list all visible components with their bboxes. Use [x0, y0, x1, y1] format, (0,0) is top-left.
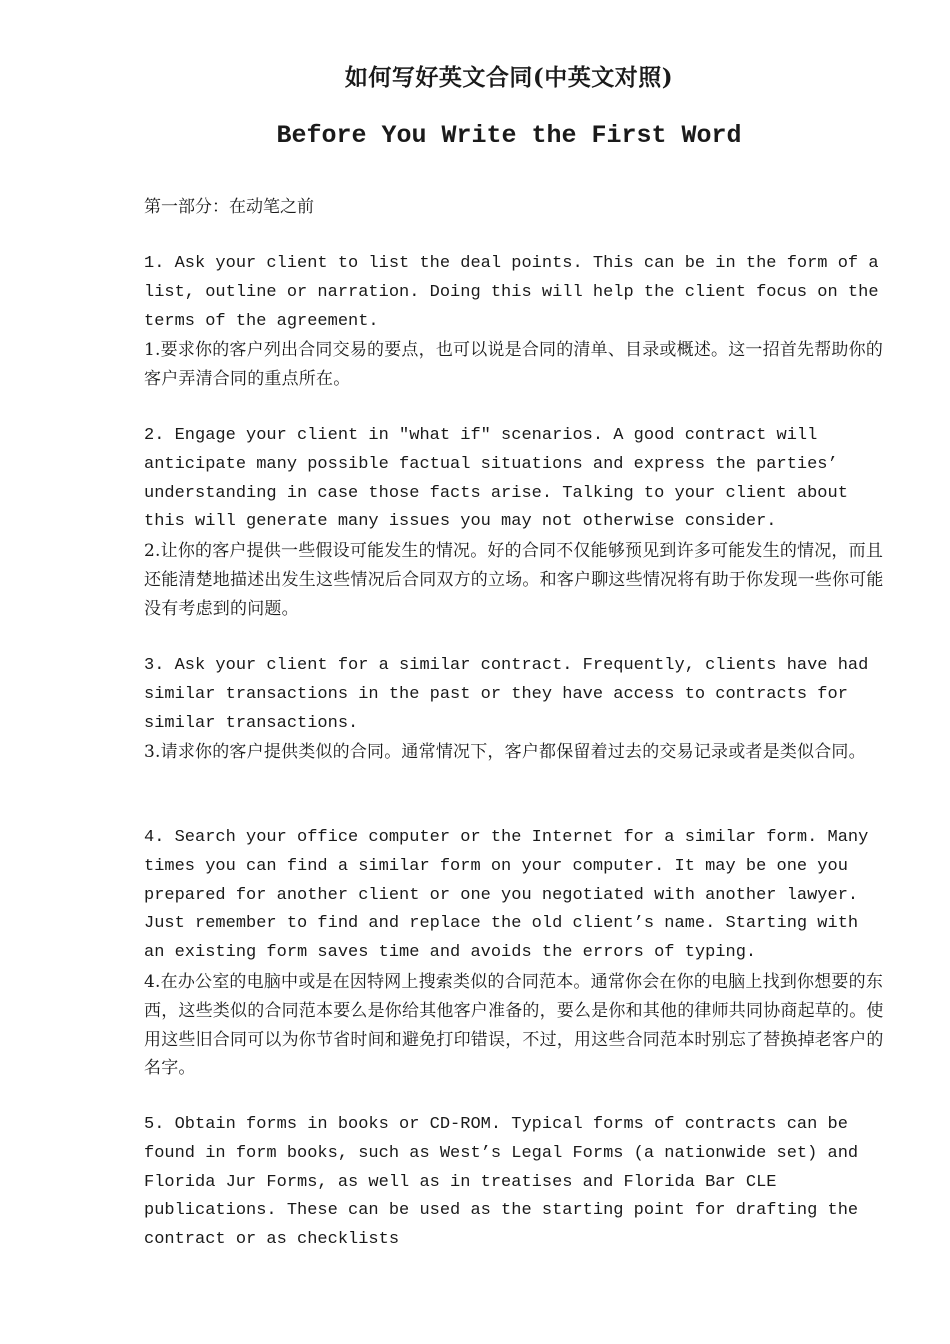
title-chinese: 如何写好英文合同(中英文对照) [344, 64, 674, 91]
paragraph-1 [144, 250, 884, 394]
paragraph-2-chinese: 2.让你的客户提供一些假设可能发生的情况。好的合同不仅能够预见到许多可能发生的情况，而且还能清楚地描述出发生这些情况后合同双方的立场。和客户聊这些情况将有助于你发现一些你可能没有考虑到的问题。 [144, 541, 884, 619]
section-heading: 第一部分：在动笔之前 [144, 197, 314, 217]
paragraph-2 [144, 422, 884, 624]
paragraph-5-english: 5. Obtain forms in books or CD-ROM. Typical forms of contracts can be found in form books, such as West’s Legal Forms (a nationwide set) and Florida Jur Forms, as well as in treatises and Florida Bar CLE publications. These can be used as the starting point for drafting the contract or as checklists [144, 1115, 859, 1250]
title-english: Before You Write the First Word [276, 121, 742, 150]
paragraph-3 [144, 652, 884, 767]
paragraph-5 [144, 1111, 884, 1255]
paragraph-4-english: 4. Search your office computer or the Internet for a similar form. Many times you can find a similar form on your computer. It may be one you prepared for another client or one you negotiated with another lawyer. Just remember to find and replace the old client’s name. Starting with an existing form saves time and avoids the errors of typing. [144, 828, 869, 963]
paragraph-1-english: 1. Ask your client to list the deal points. This can be in the form of a list, outline or narration. Doing this will help the client focus on the terms of the agreement. [144, 254, 879, 331]
paragraph-3-chinese: 3.请求你的客户提供类似的合同。通常情况下，客户都保留着过去的交易记录或者是类似合同。 [144, 742, 866, 763]
paragraph-3-english: 3. Ask your client for a similar contract. Frequently, clients have had similar transactions in the past or they have access to contracts for similar transactions. [144, 656, 869, 733]
paragraph-4-chinese: 4.在办公室的电脑中或是在因特网上搜索类似的合同范本。通常你会在你的电脑上找到你想要的东西，这些类似的合同范本要么是你给其他客户准备的，要么是你和其他的律师共同协商起草的。使用这些旧合同可以为你节省时间和避免打印错误，不过，用这些合同范本时别忘了替换掉老客户的名字。 [144, 971, 884, 1079]
paragraph-2-english: 2. Engage your client in "what if" scenarios. A good contract will anticipate many possible factual situations and express the parties’ understanding in case those facts arise. Talking to your client about this will generate many issues you may not otherwise consider. [144, 426, 848, 532]
paragraph-4 [144, 824, 884, 1083]
paragraph-1-chinese: 1.要求你的客户列出合同交易的要点，也可以说是合同的清单、目录或概述。这一招首先帮助你的客户弄清合同的重点所在。 [144, 340, 884, 390]
